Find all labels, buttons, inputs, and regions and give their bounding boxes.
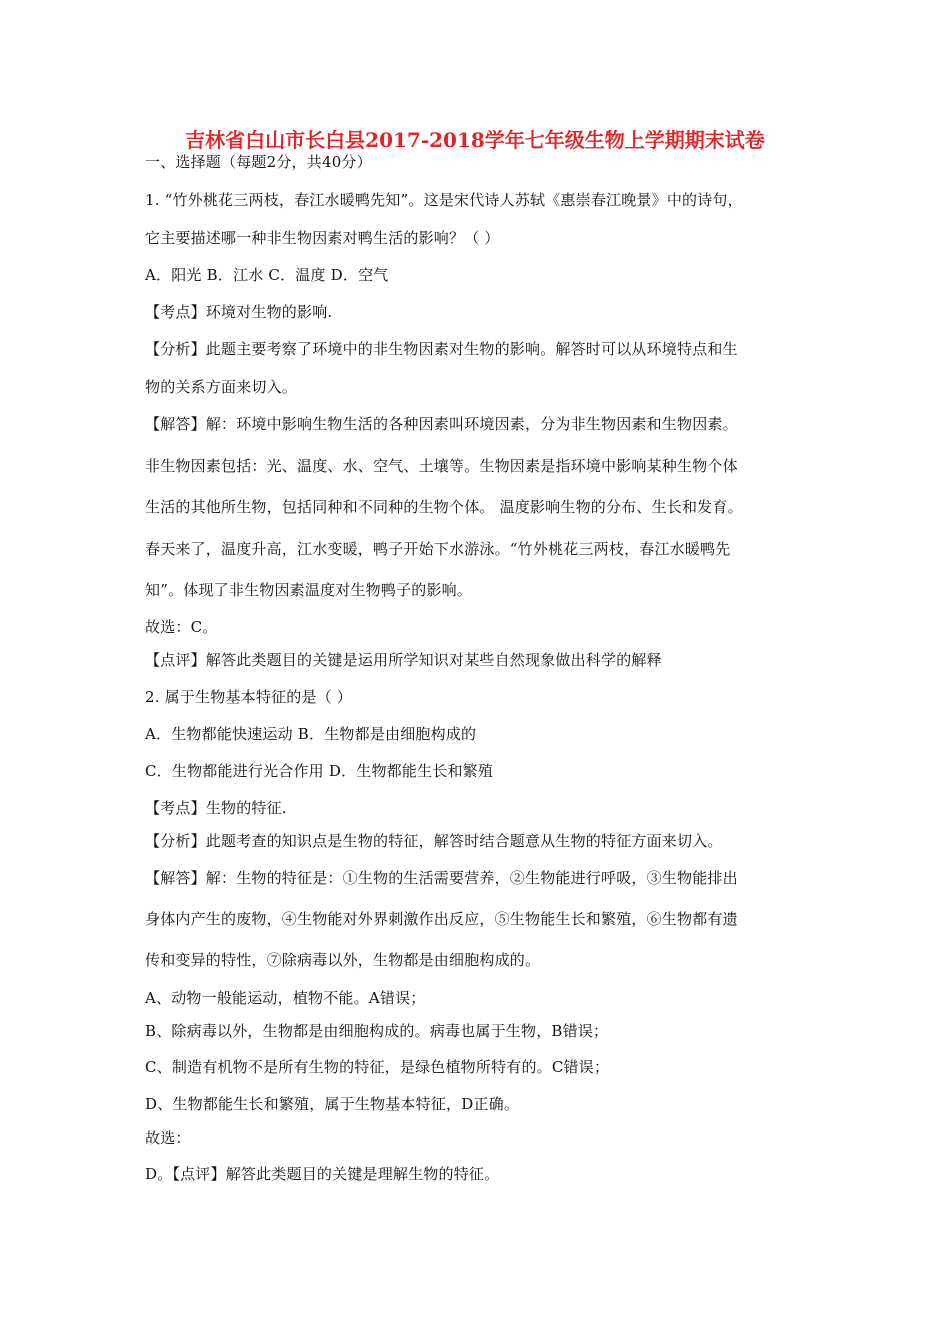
question-2-kaodian: 【考点】生物的特征. bbox=[145, 799, 287, 817]
question-2-options-cd: C．生物都能进行光合作用 D．生物都能生长和繁殖 bbox=[145, 762, 494, 780]
question-1-jieda-cont-2: 生活的其他所生物，包括同种和不同种的生物个体。 温度影响生物的分布、生长和发育。 bbox=[145, 498, 743, 516]
question-1-fenxi: 【分析】此题主要考察了环境中的非生物因素对生物的影响。解答时可以从环境特点和生 bbox=[145, 340, 738, 358]
question-1-answer: 故选：C。 bbox=[145, 618, 218, 636]
question-1-jieda-cont-1: 非生物因素包括：光、温度、水、空气、土壤等。生物因素是指环境中影响某种生物个体 bbox=[145, 457, 738, 475]
question-2-jieda-cont-2: 传和变异的特性，⑦除病毒以外，生物都是由细胞构成的。 bbox=[145, 951, 541, 969]
question-1-options: A．阳光 B．江水 C．温度 D．空气 bbox=[145, 266, 389, 284]
question-1-jieda-cont-4: 知”。体现了非生物因素温度对生物鸭子的影响。 bbox=[145, 581, 473, 599]
question-1-jieda-cont-3: 春天来了，温度升高，江水变暖，鸭子开始下水游泳。“竹外桃花三两枝，春江水暖鸭先 bbox=[145, 540, 731, 558]
question-2-stem: 2. 属于生物基本特征的是（ ） bbox=[145, 688, 353, 706]
section-heading: 一、选择题（每题2分，共40分） bbox=[145, 153, 372, 171]
document-title: 吉林省白山市长白县2017-2018学年七年级生物上学期期末试卷 bbox=[185, 128, 765, 152]
question-2-analysis-c: C、制造有机物不是所有生物的特征，是绿色植物所特有的。C错误； bbox=[145, 1058, 610, 1076]
question-1-kaodian: 【考点】环境对生物的影响. bbox=[145, 303, 333, 321]
question-2-analysis-b: B、除病毒以外，生物都是由细胞构成的。病毒也属于生物，B错误； bbox=[145, 1022, 609, 1040]
question-2-analysis-d: D、生物都能生长和繁殖，属于生物基本特征，D正确。 bbox=[145, 1095, 520, 1113]
question-1-jieda: 【解答】解：环境中影响生物生活的各种因素叫环境因素，分为非生物因素和生物因素。 bbox=[145, 415, 738, 433]
question-1-fenxi-cont: 物的关系方面来切入。 bbox=[145, 378, 298, 396]
question-1-stem: 1. “竹外桃花三两枝，春江水暖鸭先知”。这是宋代诗人苏轼《惠崇春江晚景》中的诗句， bbox=[145, 191, 743, 209]
question-1-stem-cont: 它主要描述哪一种非生物因素对鸭生活的影响？（ ） bbox=[145, 229, 500, 247]
question-2-jieda: 【解答】解：生物的特征是：①生物的生活需要营养，②生物能进行呼吸，③生物能排出 bbox=[145, 869, 738, 887]
question-2-options-ab: A．生物都能快速运动 B．生物都是由细胞构成的 bbox=[145, 725, 477, 743]
question-2-guxuan: 故选： bbox=[145, 1129, 191, 1147]
question-2-jieda-cont-1: 身体内产生的废物，④生物能对外界刺激作出反应，⑤生物能生长和繁殖，⑥生物都有遗 bbox=[145, 910, 738, 928]
question-1-dianping: 【点评】解答此类题目的关键是运用所学知识对某些自然现象做出科学的解释 bbox=[145, 651, 662, 669]
question-2-analysis-a: A、动物一般能运动，植物不能。A错误； bbox=[145, 989, 426, 1007]
question-2-answer-dianping: D。【点评】解答此类题目的关键是理解生物的特征。 bbox=[145, 1165, 500, 1183]
question-2-fenxi: 【分析】此题考查的知识点是生物的特征，解答时结合题意从生物的特征方面来切入。 bbox=[145, 832, 723, 850]
